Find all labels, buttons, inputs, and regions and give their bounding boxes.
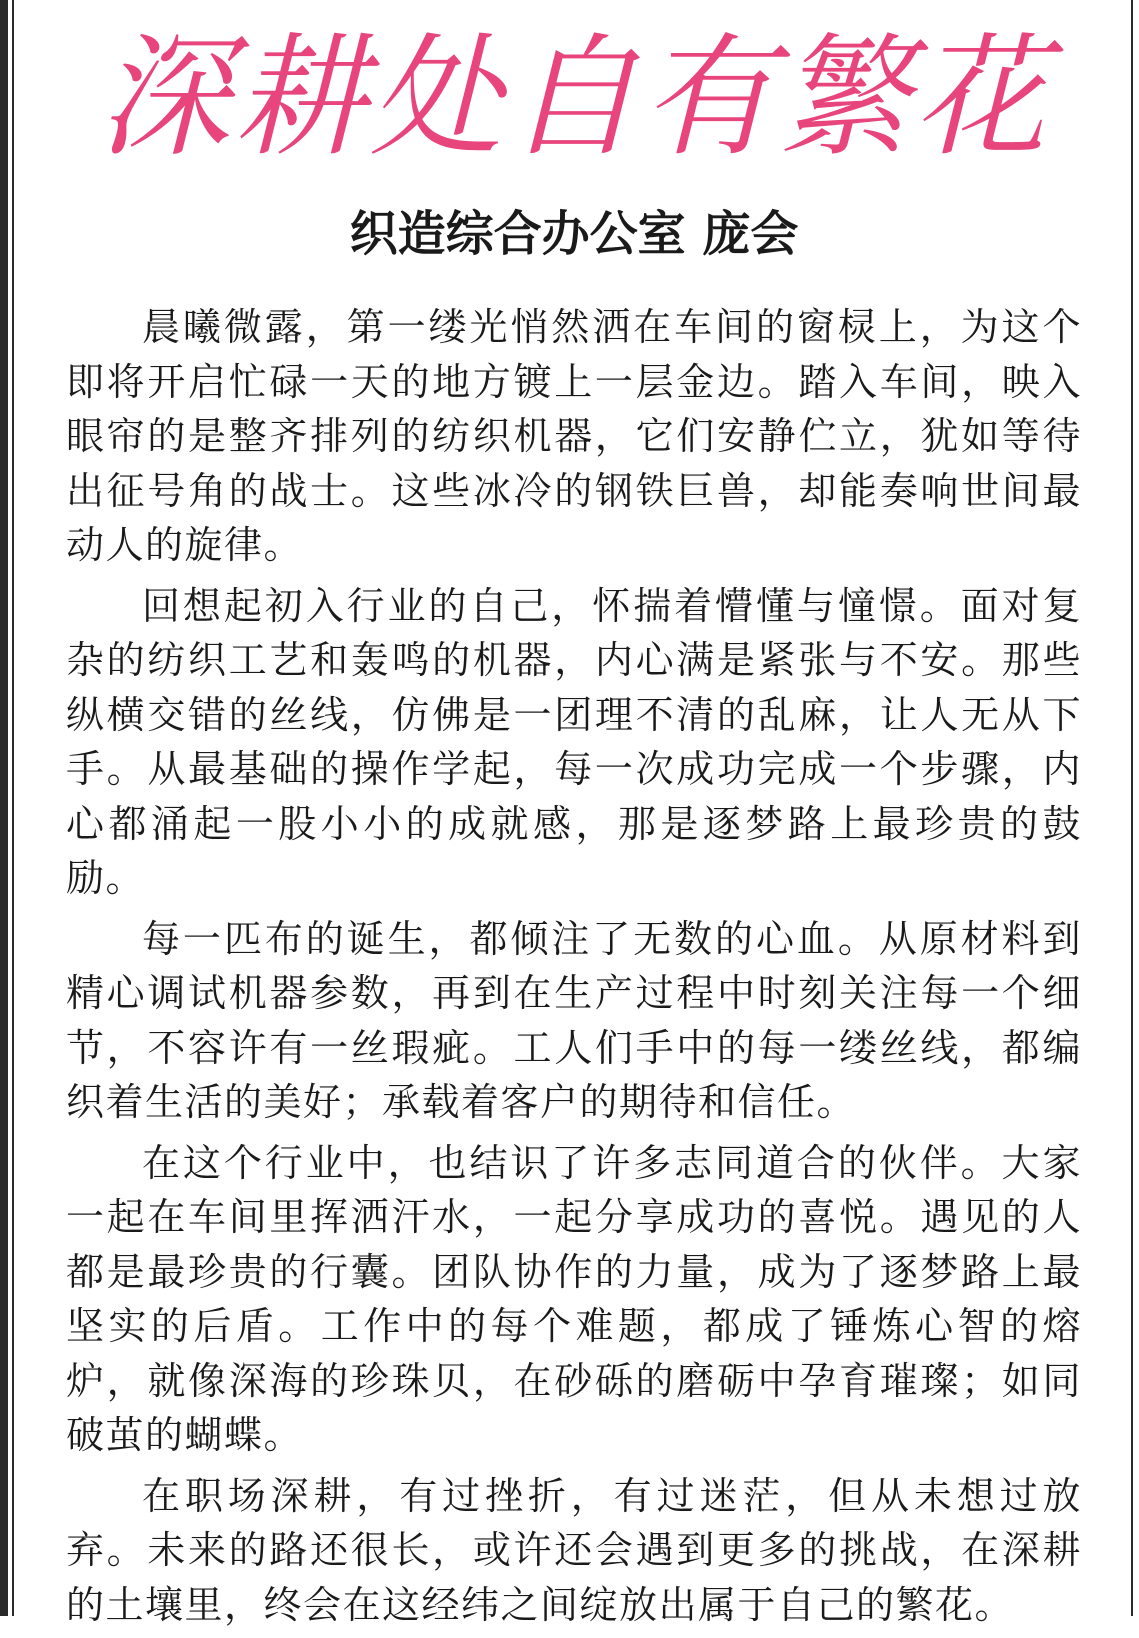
paragraph-5: 在职场深耕，有过挫折，有过迷茫，但从未想过放弃。未来的路还很长，或许还会遇到更多的挑战，在深耕的土壤里，终会在这经纬之间绽放出属于自己的繁花。	[66, 1473, 1082, 1627]
article-byline: 织造综合办公室 庞会	[349, 206, 799, 262]
page-border-left-thick	[0, 0, 8, 1616]
article	[66, 0, 1082, 1627]
article-title: 深耕处自有繁花	[98, 21, 1050, 175]
article-body	[66, 300, 1082, 1638]
page-border-left-thin	[12, 0, 14, 1616]
page-border-right	[1131, 0, 1133, 1616]
paragraph-2: 回想起初入行业的自己，怀揣着懵懂与憧憬。面对复杂的纺织工艺和轰鸣的机器，内心满是紧张与不安。那些纵横交错的丝线，仿佛是一团理不清的乱麻，让人无从下手。从最基础的操作学起，每一次成功完成一个步骤，内心都涌起一股小小的成就感，那是逐梦路上最珍贵的鼓励。	[66, 583, 1082, 900]
paragraph-3: 每一匹布的诞生，都倾注了无数的心血。从原材料到精心调试机器参数，再到在生产过程中时刻关注每一个细节，不容许有一丝瑕疵。工人们手中的每一缕丝线，都编织着生活的美好；承载着客户的期待和信任。	[66, 916, 1082, 1124]
paragraph-1: 晨曦微露，第一缕光悄然洒在车间的窗棂上，为这个即将开启忙碌一天的地方镀上一层金边。踏入车间，映入眼帘的是整齐排列的纺织机器，它们安静伫立，犹如等待出征号角的战士。这些冰冷的钢铁巨兽，却能奏响世间最动人的旋律。	[66, 305, 1082, 567]
paragraph-4: 在这个行业中，也结识了许多志同道合的伙伴。大家一起在车间里挥洒汗水，一起分享成功的喜悦。遇见的人都是最珍贵的行囊。团队协作的力量，成为了逐梦路上最坚实的后盾。工作中的每个难题，都成了锤炼心智的熔炉，就像深海的珍珠贝，在砂砾的磨砺中孕育璀璨；如同破茧的蝴蝶。	[66, 1140, 1082, 1457]
